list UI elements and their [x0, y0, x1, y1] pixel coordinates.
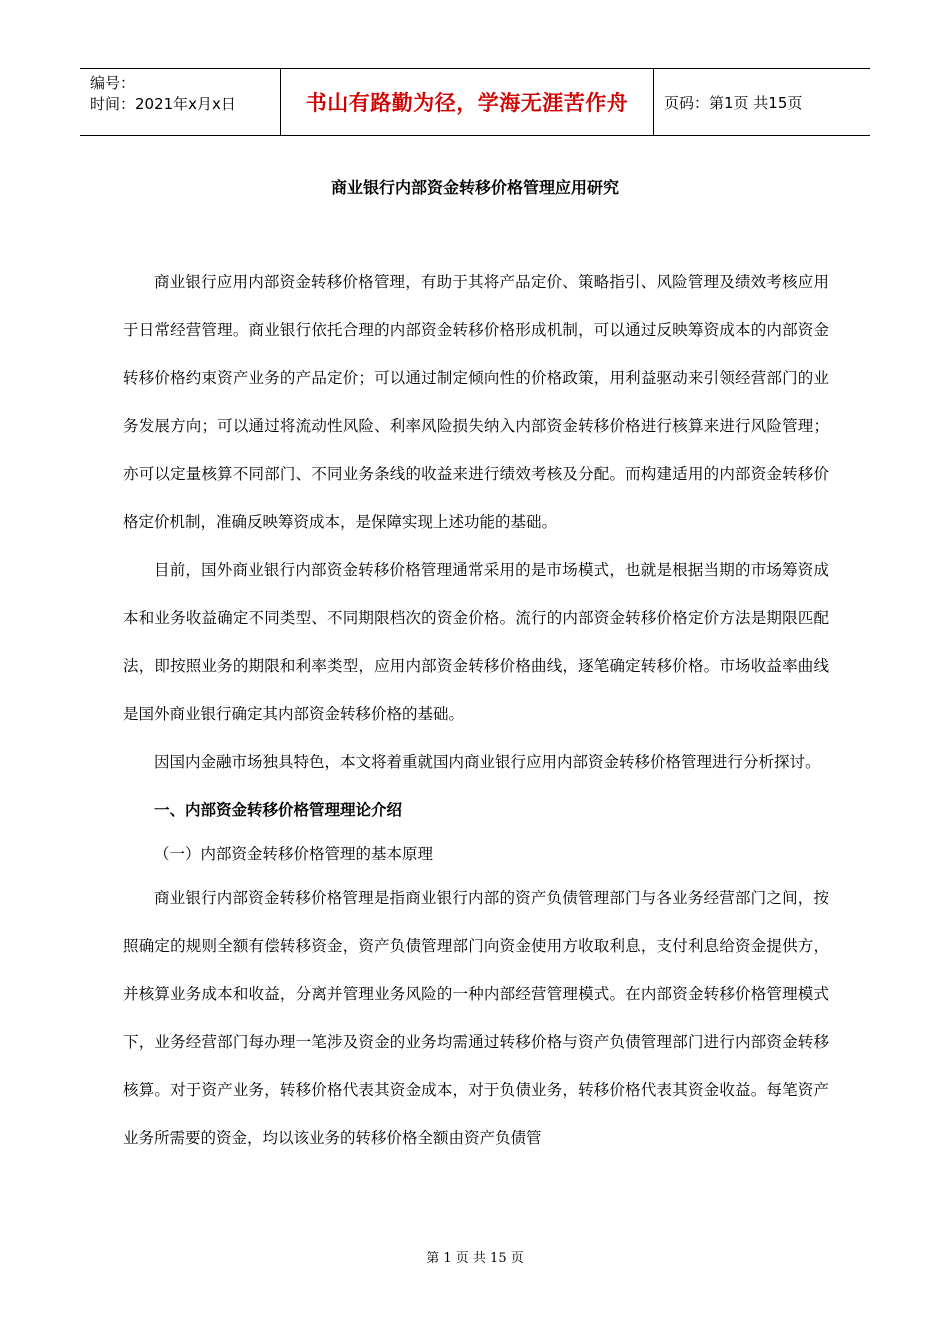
document-body [123, 258, 829, 1162]
page-footer: 第 1 页 共 15 页 [426, 1251, 524, 1266]
body-paragraph: 商业银行应用内部资金转移价格管理，有助于其将产品定价、策略指引、风险管理及绩效考核应用于日常经营管理。商业银行依托合理的内部资金转移价格形成机制，可以通过反映筹资成本的内部资金转移价格约束资产业务的产品定价；可以通过制定倾向性的价格政策，用利益驱动来引领经营部门的业务发展方向；可以通过将流动性风险、利率风险损失纳入内部资金转移价格进行核算来进行风险管理；亦可以定量核算不同部门、不同业务条线的收益来进行绩效考核及分配。而构建适用的内部资金转移价格定价机制，准确反映筹资成本，是保障实现上述功能的基础。 [123, 273, 829, 531]
body-paragraph: 因国内金融市场独具特色，本文将着重就国内商业银行应用内部资金转移价格管理进行分析探讨。 [154, 753, 821, 771]
header-page-info: 页码：第1页 共15页 [664, 93, 803, 112]
header-meta [80, 69, 281, 135]
body-paragraph: 目前，国外商业银行内部资金转移价格管理通常采用的是市场模式，也就是根据当期的市场筹资成本和业务收益确定不同类型、不同期限档次的资金价格。流行的内部资金转移价格定价方法是期限匹配法，即按照业务的期限和利率类型，应用内部资金转移价格曲线，逐笔确定转移价格。市场收益率曲线是国外商业银行确定其内部资金转移价格的基础。 [123, 561, 829, 723]
subsection-heading: （一）内部资金转移价格管理的基本原理 [154, 845, 434, 863]
body-paragraph: 商业银行内部资金转移价格管理是指商业银行内部的资产负债管理部门与各业务经营部门之间，按照确定的规则全额有偿转移资金，资产负债管理部门向资金使用方收取利息，支付利息给资金提供方，并核算业务成本和收益，分离并管理业务风险的一种内部经营管理模式。在内部资金转移价格管理模式下，业务经营部门每办理一笔涉及资金的业务均需通过转移价格与资产负债管理部门进行内部资金转移核算。对于资产业务，转移价格代表其资金成本，对于负债业务，转移价格代表其资金收益。每笔资产业务所需要的资金，均以该业务的转移价格全额由资产负债管 [123, 889, 829, 1147]
header-motto: 书山有路勤为径，学海无涯苦作舟 [281, 69, 654, 135]
document-time: 时间：2021年x月x日 [90, 95, 236, 113]
document-title: 商业银行内部资金转移价格管理应用研究 [330, 178, 619, 197]
document-number-label: 编号： [90, 74, 136, 92]
section-heading: 一、内部资金转移价格管理理论介绍 [154, 801, 403, 819]
document-header [80, 68, 870, 136]
